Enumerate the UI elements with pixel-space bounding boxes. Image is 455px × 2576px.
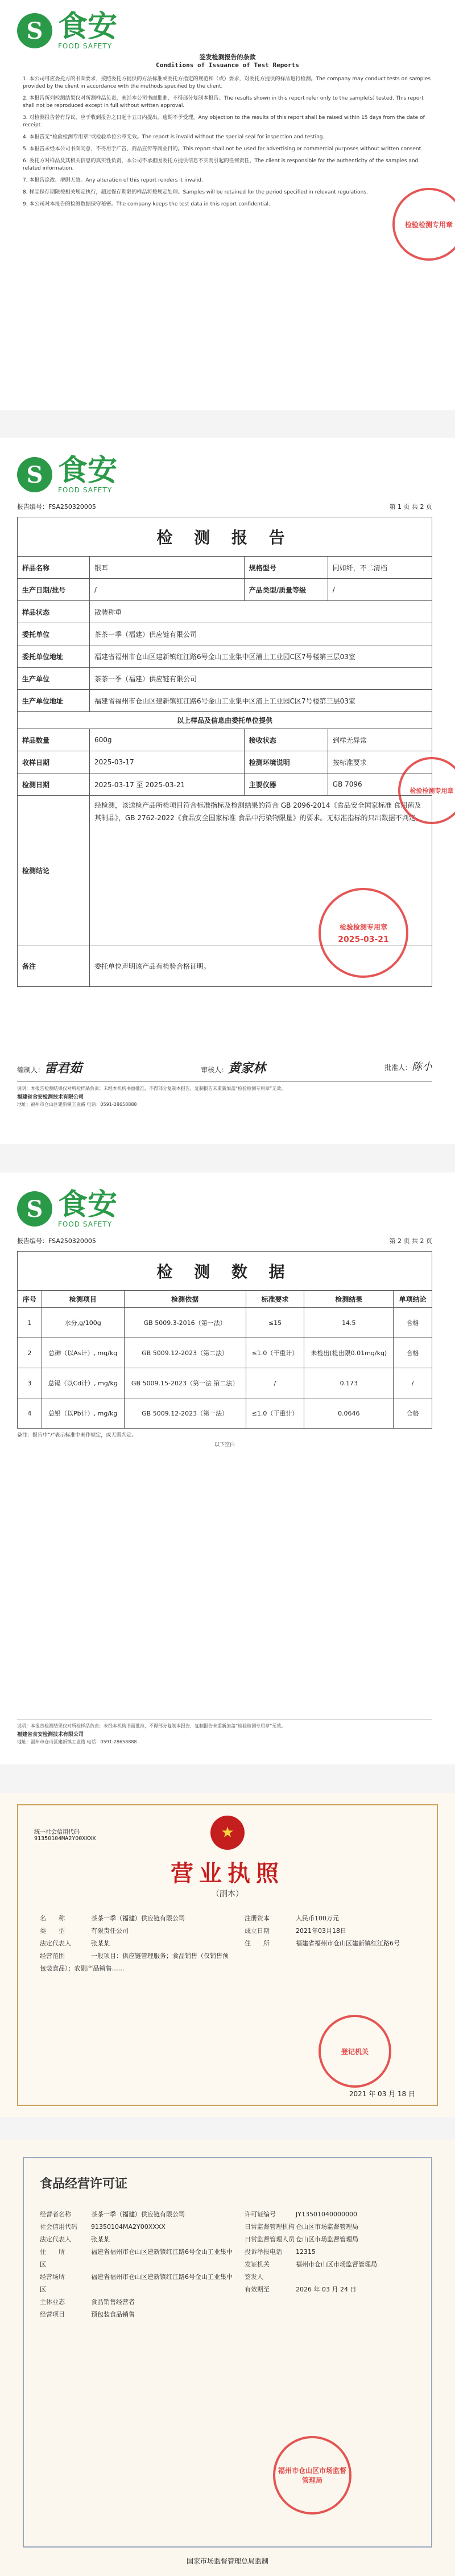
conditions-title-cn: 签发检测报告的条款 (199, 54, 256, 61)
cell-no: 3 (18, 1368, 42, 1398)
report-row (18, 729, 432, 751)
clause: 8. 样品保存期限按相关规定执行，超过保存期限的样品将按规定处理。Samples will be retained for the period specified in relevant regulations. (23, 190, 368, 195)
license-field (40, 2246, 233, 2271)
report-row (18, 623, 432, 645)
logo-mark-icon: S (17, 13, 52, 48)
report-row (18, 668, 432, 690)
license-field (245, 1912, 427, 1925)
license-issue-date: 2021 年 03 月 18 日 (349, 2090, 415, 2098)
license-fields-right (245, 1912, 427, 1950)
table-row (18, 1398, 432, 1429)
license-field-value: 张某某 (91, 1940, 110, 1947)
field-value: 2025-03-17 (90, 751, 245, 773)
license-field-value: 人民币100万元 (296, 1915, 339, 1922)
license-field-label: 经营场所 (40, 2273, 65, 2281)
license-field (245, 2221, 421, 2233)
column-header: 单项结论 (394, 1291, 432, 1308)
national-emblem-icon: ★ (210, 1816, 245, 1850)
report-row (18, 773, 432, 796)
license-field-value: 一般项目：供应链管理服务；食品销售（仅销售预包装食品）；农副产品销售…… (40, 1952, 229, 1972)
cell-req: ≤15 (246, 1308, 304, 1338)
license-field-label: 社会信用代码 (40, 2223, 77, 2231)
field-value: 福建省福州市仓山区建新镇红江路6号金山工业集中区浦上工业园C区7号楼第三层03室 (90, 690, 432, 712)
license-field-value: 茶茶一季（福建）供应链有限公司 (91, 1915, 185, 1922)
field-value: 600g (90, 729, 245, 751)
food-authority-seal: 福州市仓山区市场监督管理局 (273, 2436, 351, 2515)
field-value: / (90, 579, 245, 601)
field-value: 同如纤，不二清档 (328, 557, 432, 579)
column-header: 序号 (18, 1291, 42, 1308)
page-gap (0, 410, 455, 438)
cell-result: 0.0646 (304, 1398, 394, 1429)
logo (17, 1190, 117, 1228)
license-field-value: 有限责任公司 (91, 1927, 129, 1935)
field-label: 样品数量 (18, 729, 90, 751)
license-field-value: 2021年03月18日 (296, 1927, 346, 1935)
data-footer: 说明：本报告检测结果仅对所检样品负责；未经本机构书面批准，不得部分复制本报告，复制报告未重新加盖“检验检测专用章”无效。 福建省食安检测技术有限公司 地址：福州市仓山区建新镇工业路 电话：0591-28658888 (17, 1719, 432, 1745)
license-field-label: 发证机关 (245, 2261, 270, 2268)
food-license-title: 食品经营许可证 (40, 2177, 128, 2191)
license-field-label: 类 型 (40, 1927, 65, 1935)
logo-en: FOOD SAFETY (58, 1220, 113, 1228)
license-field (40, 1937, 233, 1950)
provided-note: 以上样品及信息由委托单位提供 (18, 712, 432, 729)
report-row (18, 751, 432, 773)
report-row (18, 645, 432, 668)
clause: 5. 本报告未经本公司书面同意，不得用于广告、商品宣传等商业目的。This report shall not be used for advertising or commercial purposes without written consent. (23, 146, 423, 152)
license-field-label: 住 所 (40, 2248, 65, 2256)
field-value: 散装称重 (90, 601, 432, 623)
cell-result: 14.5 (304, 1308, 394, 1338)
license-field-label: 名 称 (40, 1915, 65, 1922)
clause: 3. 对检测报告若有异议，应于收到报告之日起十五日内提出，逾期不予受理。Any objection to the results of this report shall be raised within 15 days from the date of receipt. (23, 115, 425, 128)
field-value: 茶茶一季（福建）供应链有限公司 (90, 668, 432, 690)
cell-req: ≤1.0（干重计） (246, 1338, 304, 1368)
field-value: 银耳 (90, 557, 245, 579)
license-field (40, 2233, 233, 2246)
license-fields-left (40, 1912, 233, 1975)
field-label: 样品状态 (18, 601, 90, 623)
license-field-value: 食品销售经营者 (91, 2298, 135, 2306)
cell-item: 总镉（以Cd计）, mg/kg (42, 1368, 124, 1398)
license-field (40, 1912, 233, 1925)
license-field (245, 1937, 427, 1950)
page-number: 第 2 页 共 2 页 (389, 1237, 432, 1245)
license-field (40, 2308, 233, 2321)
license-field-value: 福建省福州市仓山区建新镇红江路6号 (296, 1940, 400, 1947)
license-field-value: 仓山区市场监督管理局 (296, 2236, 358, 2243)
logo-mark-icon: S (17, 457, 52, 492)
cell-item: 水分,g/100g (42, 1308, 124, 1338)
cell-basis: GB 5009.12-2023（第二法） (124, 1338, 246, 1368)
business-license (0, 1793, 455, 2117)
data-end-mark: 以下空白 (214, 1442, 235, 1448)
logo (17, 455, 117, 494)
authority-seal: 登记机关 (318, 2015, 391, 2088)
field-label: 生产单位 (18, 668, 90, 690)
remark-text: 委托单位声明该产品有检验合格证明。 (90, 945, 432, 987)
cell-basis: GB 5009.3-2016（第一法） (124, 1308, 246, 1338)
food-license-fields-left (40, 2208, 233, 2321)
license-field (245, 2271, 421, 2283)
license-field-value: 仓山区市场监督管理局 (296, 2223, 358, 2231)
cell-no: 1 (18, 1308, 42, 1338)
company-seal: 检验检测专用章 (398, 757, 455, 824)
food-license-bottom: 国家市场监督管理总局监制 (186, 2557, 268, 2565)
report-number: 报告编号：FSA250320005 (17, 503, 96, 511)
report-row (18, 601, 432, 623)
license-subtitle: （副本） (212, 1890, 243, 1899)
field-value: 福建省福州市仓山区建新镇红江路6号金山工业集中区浦上工业园C区7号楼第三层03室 (90, 645, 432, 668)
field-label: 接收状态 (244, 729, 328, 751)
license-field (40, 2296, 233, 2308)
license-field-value: 张某某 (91, 2236, 110, 2243)
license-field (40, 2271, 233, 2296)
license-field-value: 福州市仓山区市场监督管理局 (296, 2261, 377, 2268)
logo-cn: 食安 (58, 10, 118, 44)
cell-result: 0.173 (304, 1368, 394, 1398)
cell-item: 总砷（以As计）, mg/kg (42, 1338, 124, 1368)
clause: 4. 本报告无“检验检测专用章”或检验单位公章无效。The report is invalid without the special seal for inspection and testing. (23, 134, 325, 140)
signatures: 编制人：雷君茹 审核人：黄家林 批准人：陈小 (17, 1061, 432, 1076)
license-field-value: 茶茶一季（福建）供应链有限公司 (91, 2211, 185, 2218)
data-title: 检 测 数 据 (18, 1252, 432, 1291)
license-field (245, 2246, 421, 2258)
license-field-label: 签发人 (245, 2273, 263, 2281)
page-gap (0, 1764, 455, 1793)
remark-label: 备注 (18, 945, 90, 987)
table-row (18, 1368, 432, 1398)
company-seal: 检验检测专用章 (392, 188, 455, 261)
food-license (0, 2140, 455, 2576)
field-label: 检测日期 (18, 773, 90, 796)
clause: 7. 本报告涂改、增删无效。Any alteration of this report renders it invalid. (23, 178, 203, 183)
cell-req: / (246, 1368, 304, 1398)
food-license-fields-right (245, 2208, 421, 2296)
license-field-label: 住 所 (245, 1940, 270, 1947)
logo-en: FOOD SAFETY (58, 486, 113, 494)
license-field (40, 1925, 233, 1937)
field-label: 检测环境说明 (244, 751, 328, 773)
column-header: 检测依据 (124, 1291, 246, 1308)
license-field (40, 1950, 233, 1975)
field-value: 茶茶一季（福建）供应链有限公司 (90, 623, 432, 645)
field-label: 产品类型/质量等级 (244, 579, 328, 601)
license-field (245, 1925, 427, 1937)
license-field-value: 2026 年 03 月 24 日 (296, 2286, 357, 2293)
clause: 1. 本公司可应委托方的书面要求，按照委托方提供的方法标准或委托方指定的规范和（或）要求，对委托方提供的样品进行检测。The company may conduct tests on samples provided by the client in accordance with the methods specified by the client. (23, 76, 431, 89)
page-gap (0, 1144, 455, 1172)
logo-mark-icon: S (17, 1191, 52, 1227)
license-field (40, 2208, 233, 2221)
license-field-label: 成立日期 (245, 1927, 270, 1935)
page-gap (0, 2117, 455, 2140)
license-field-label: 经营范围 (40, 1952, 65, 1960)
credit-code: 统一社会信用代码 91350104MA2Y00XXXX (34, 1829, 96, 1842)
license-field-value: 福建省福州市仓山区建新镇红江路6号金山工业集中区 (40, 2273, 233, 2293)
conditions-title-en: Conditions of Issuance of Test Reports (156, 61, 299, 69)
license-field-value: JY13501040000000 (296, 2211, 357, 2218)
conclusion-text: 经检测，该送检产品所检项目符合标准指标及检测结果的符合 GB 2096-2014《食品安全国家标准 食用菌及其制品》，GB 2762-2022《食品安全国家标准 食品中污染物限量》的要求。无标准指标的只出数据不判定。 (90, 796, 432, 945)
license-field-label: 投诉举报电话 (245, 2248, 282, 2256)
clause: 2. 本报告所列检测结果仅对所测样品负责，未经本公司书面批准，不得部分复制本报告。The results shown in this report refer only to the sample(s) tested. This report shall not be reproduced except in full without written approval. (23, 96, 424, 109)
column-header: 检测项目 (42, 1291, 124, 1308)
cell-req: ≤1.0（干重计） (246, 1398, 304, 1429)
logo (17, 11, 117, 50)
license-field-value: 福建省福州市仓山区建新镇红江路6号金山工业集中区 (40, 2248, 233, 2268)
license-field (245, 2283, 421, 2296)
license-field (245, 2258, 421, 2271)
data-end-note: 备注：报告中“/”表示标准中未作规定，或无需判定。 (17, 1433, 137, 1438)
cell-no: 2 (18, 1338, 42, 1368)
clause: 6. 委托方对样品及其相关信息的真实性负责，本公司不承担因委托方提供信息不实而引起的任何责任。The client is responsible for the authenticity of the samples and related information. (23, 158, 419, 171)
field-label: 样品名称 (18, 557, 90, 579)
field-label: 委托单位 (18, 623, 90, 645)
license-field-value: 12315 (296, 2248, 316, 2256)
field-label: 生产日期/批号 (18, 579, 90, 601)
cell-verdict: / (394, 1368, 432, 1398)
logo-en: FOOD SAFETY (58, 42, 113, 50)
license-field-label: 主体业态 (40, 2298, 65, 2306)
cell-item: 总铅（以Pb计）, mg/kg (42, 1398, 124, 1429)
conclusion-label: 检测结论 (18, 796, 90, 945)
report-row (18, 579, 432, 601)
license-field-label: 经营者名称 (40, 2211, 71, 2218)
logo-cn: 食安 (58, 454, 118, 488)
table-row (18, 1338, 432, 1368)
cell-basis: GB 5009.12-2023（第一法） (124, 1398, 246, 1429)
cell-verdict: 合格 (394, 1308, 432, 1338)
license-field-label: 有效期至 (245, 2286, 270, 2293)
license-field (245, 2233, 421, 2246)
license-field-label: 许可证编号 (245, 2211, 276, 2218)
column-header: 标准要求 (246, 1291, 304, 1308)
license-field (245, 2208, 421, 2221)
license-field-label: 法定代表人 (40, 1940, 71, 1947)
license-field-label: 日常监督管理人员 (245, 2236, 295, 2243)
field-value: 到样无异常 (328, 729, 432, 751)
logo-cn: 食安 (58, 1188, 118, 1222)
inspection-seal: 检验检测专用章 2025-03-21 (318, 888, 408, 978)
conditions-clauses (23, 76, 432, 208)
license-field-label: 法定代表人 (40, 2236, 71, 2243)
cell-verdict: 合格 (394, 1398, 432, 1429)
clause: 9. 本公司对本报告的检测数据保守秘密。The company keeps the test data in this report confidential. (23, 201, 270, 207)
field-value: / (328, 579, 432, 601)
page-number: 第 1 页 共 2 页 (389, 503, 432, 511)
field-label: 生产单位地址 (18, 690, 90, 712)
license-field-label: 日常监督管理机构 (245, 2223, 295, 2231)
table-row (18, 1308, 432, 1338)
cell-no: 4 (18, 1398, 42, 1429)
report-title: 检 测 报 告 (18, 517, 432, 557)
cell-basis: GB 5009.15-2023（第一法 第二法） (124, 1368, 246, 1398)
license-field-value: 预包装食品销售 (91, 2311, 135, 2318)
license-field (40, 2221, 233, 2233)
field-value: 按标准要求 (328, 751, 432, 773)
cell-verdict: 合格 (394, 1338, 432, 1368)
report-footer: 说明：本报告检测结果仅对所检样品负责；未经本机构书面批准，不得部分复制本报告，复制报告未重新加盖“检验检测专用章”无效。 福建省食安检测技术有限公司 地址：福州市仓山区建新镇工业路 电话：0591-28658888 (17, 1081, 432, 1108)
field-label: 委托单位地址 (18, 645, 90, 668)
field-label: 规格型号 (244, 557, 328, 579)
license-field-label: 注册资本 (245, 1915, 270, 1922)
field-label: 主要仪器 (244, 773, 328, 796)
page-test-data (0, 1172, 455, 1764)
field-value: GB 7096 (328, 773, 432, 796)
data-table (17, 1251, 432, 1429)
cell-result: 未检出(检出限0.01mg/kg) (304, 1338, 394, 1368)
field-label: 收样日期 (18, 751, 90, 773)
report-row (18, 690, 432, 712)
field-value: 2025-03-17 至 2025-03-21 (90, 773, 245, 796)
column-header: 检测结果 (304, 1291, 394, 1308)
license-title: 营业执照 (171, 1861, 284, 1887)
report-row (18, 557, 432, 579)
page-conditions (0, 0, 455, 410)
license-field-label: 经营项目 (40, 2311, 65, 2318)
page-test-report (0, 438, 455, 1144)
report-number: 报告编号：FSA250320005 (17, 1237, 96, 1245)
license-field-value: 91350104MA2Y00XXXX (91, 2223, 166, 2231)
